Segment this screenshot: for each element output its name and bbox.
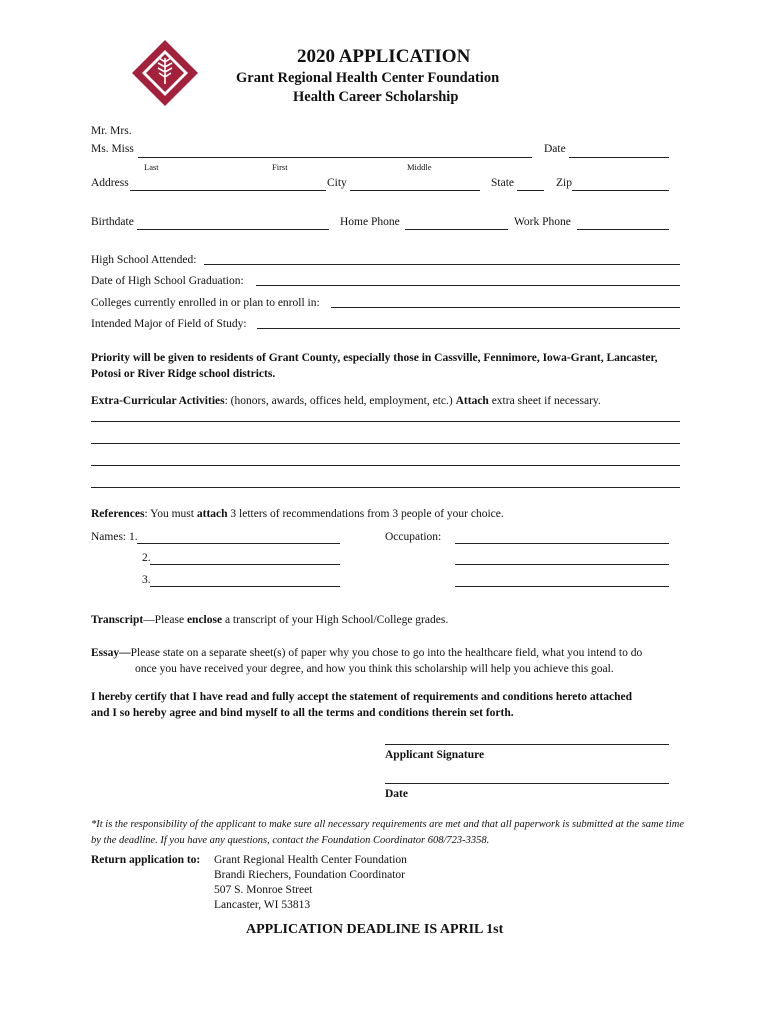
reference-occupation-2-field[interactable]: [455, 564, 669, 565]
colleges-label: Colleges currently enrolled in or plan to enroll in:: [91, 297, 320, 309]
date-label: Date: [544, 143, 566, 155]
reference-occupation-1-field[interactable]: [455, 543, 669, 544]
signature-date-field[interactable]: [385, 783, 669, 784]
essay-instruction: [91, 645, 642, 677]
note-line-1: *It is the responsibility of the applicant to make sure all necessary requirements are met and that all paperwork is submitted at the same time: [91, 819, 684, 830]
return-address-line-4: Lancaster, WI 53813: [214, 899, 311, 911]
essay-label: Essay—: [91, 647, 131, 659]
major-label: Intended Major of Field of Study:: [91, 318, 247, 330]
reference-name-3-field[interactable]: [150, 586, 340, 587]
references-text-1: : You must: [144, 508, 197, 520]
reference-number-2: 2.: [142, 552, 151, 564]
references-heading: [91, 508, 504, 520]
certify-line-1: I hereby certify that I have read and fully accept the statement of requirements and conditions hereto attached: [91, 691, 632, 703]
extracurricular-line-4[interactable]: [91, 487, 680, 488]
certification-statement: [91, 689, 632, 721]
transcript-text-1: —Please: [143, 614, 187, 626]
graduation-date-field[interactable]: [256, 285, 680, 286]
extracurricular-label: Extra-Curricular Activities: [91, 395, 225, 407]
birthdate-label: Birthdate: [91, 216, 134, 228]
return-address: [214, 853, 407, 913]
middle-name-caption: Middle: [407, 162, 432, 172]
zip-field[interactable]: [572, 190, 669, 191]
org-name: Grant Regional Health Center Foundation: [236, 70, 500, 86]
zip-label: Zip: [556, 177, 572, 189]
name-field[interactable]: [138, 157, 532, 158]
logo-diamond-icon: [130, 38, 200, 108]
certify-line-2: and I so hereby agree and bind myself to all the terms and conditions therein set forth.: [91, 707, 514, 719]
extracurricular-heading: [91, 395, 601, 407]
graduation-date-label: Date of High School Graduation:: [91, 275, 244, 287]
date-field[interactable]: [569, 157, 669, 158]
signature-date-label: Date: [385, 788, 408, 800]
salutation-line-2: Ms. Miss: [91, 143, 134, 155]
return-address-line-2: Brandi Riechers, Foundation Coordinator: [214, 869, 405, 881]
note-line-2: by the deadline. If you have any questions, contact the Foundation Coordinator 608/723-3358.: [91, 835, 490, 846]
home-phone-field[interactable]: [405, 229, 508, 230]
address-field[interactable]: [130, 190, 326, 191]
return-address-line-3: 507 S. Monroe Street: [214, 884, 313, 896]
essay-line-2: once you have received your degree, and how you think this scholarship will help you achieve this goal.: [135, 663, 614, 675]
reference-number-1: 1.: [129, 531, 138, 543]
transcript-enclose: enclose: [186, 614, 223, 626]
high-school-field[interactable]: [204, 264, 680, 265]
extracurricular-line-1[interactable]: [91, 421, 680, 422]
applicant-signature-field[interactable]: [385, 744, 669, 745]
transcript-text-2: a transcript of your High School/College grades.: [222, 614, 449, 626]
occupation-label: Occupation:: [385, 531, 442, 543]
names-label: Names:: [91, 531, 127, 543]
extracurricular-text: : (honors, awards, offices held, employment, etc.): [224, 395, 456, 407]
colleges-field[interactable]: [331, 307, 680, 308]
references-attach: attach: [196, 508, 228, 520]
extracurricular-attach: Attach: [455, 395, 489, 407]
transcript-instruction: [91, 614, 448, 626]
reference-name-1-field[interactable]: [137, 543, 340, 544]
state-label: State: [491, 177, 514, 189]
extracurricular-rest: extra sheet if necessary.: [488, 395, 601, 407]
reference-name-2-field[interactable]: [150, 564, 340, 565]
last-name-caption: Last: [144, 162, 159, 172]
program-name: Health Career Scholarship: [293, 89, 459, 105]
priority-line-1: Priority will be given to residents of Grant County, especially those in Cassville, Fennimore, Iowa-Grant, Lancaster,: [91, 352, 658, 364]
city-label: City: [327, 177, 347, 189]
reference-number-3: 3.: [142, 574, 151, 586]
applicant-signature-label: Applicant Signature: [385, 749, 485, 761]
essay-text-1: Please state on a separate sheet(s) of paper why you chose to go into the healthcare field, what you intend to do: [130, 647, 643, 659]
return-label: Return application to:: [91, 854, 201, 866]
extracurricular-line-2[interactable]: [91, 443, 680, 444]
references-text-2: 3 letters of recommendations from 3 people of your choice.: [227, 508, 504, 520]
responsibility-note: [91, 817, 684, 849]
salutation-line-1: Mr. Mrs.: [91, 125, 132, 137]
major-field[interactable]: [257, 328, 680, 329]
work-phone-field[interactable]: [577, 229, 669, 230]
return-address-line-1: Grant Regional Health Center Foundation: [214, 854, 407, 866]
state-field[interactable]: [517, 190, 544, 191]
work-phone-label: Work Phone: [514, 216, 571, 228]
deadline-notice: APPLICATION DEADLINE IS APRIL 1st: [246, 922, 504, 937]
city-field[interactable]: [350, 190, 480, 191]
priority-line-2: Potosi or River Ridge school districts.: [91, 368, 276, 380]
essay-line-1: [91, 645, 642, 661]
references-label: References: [91, 508, 145, 520]
home-phone-label: Home Phone: [340, 216, 400, 228]
reference-occupation-3-field[interactable]: [455, 586, 669, 587]
page-title: 2020 APPLICATION: [297, 46, 471, 67]
transcript-label: Transcript: [91, 614, 144, 626]
foundation-logo: [130, 38, 200, 108]
high-school-label: High School Attended:: [91, 254, 197, 266]
priority-notice: [91, 350, 657, 382]
first-name-caption: First: [272, 162, 288, 172]
address-label: Address: [91, 177, 129, 189]
birthdate-field[interactable]: [137, 229, 329, 230]
extracurricular-line-3[interactable]: [91, 465, 680, 466]
